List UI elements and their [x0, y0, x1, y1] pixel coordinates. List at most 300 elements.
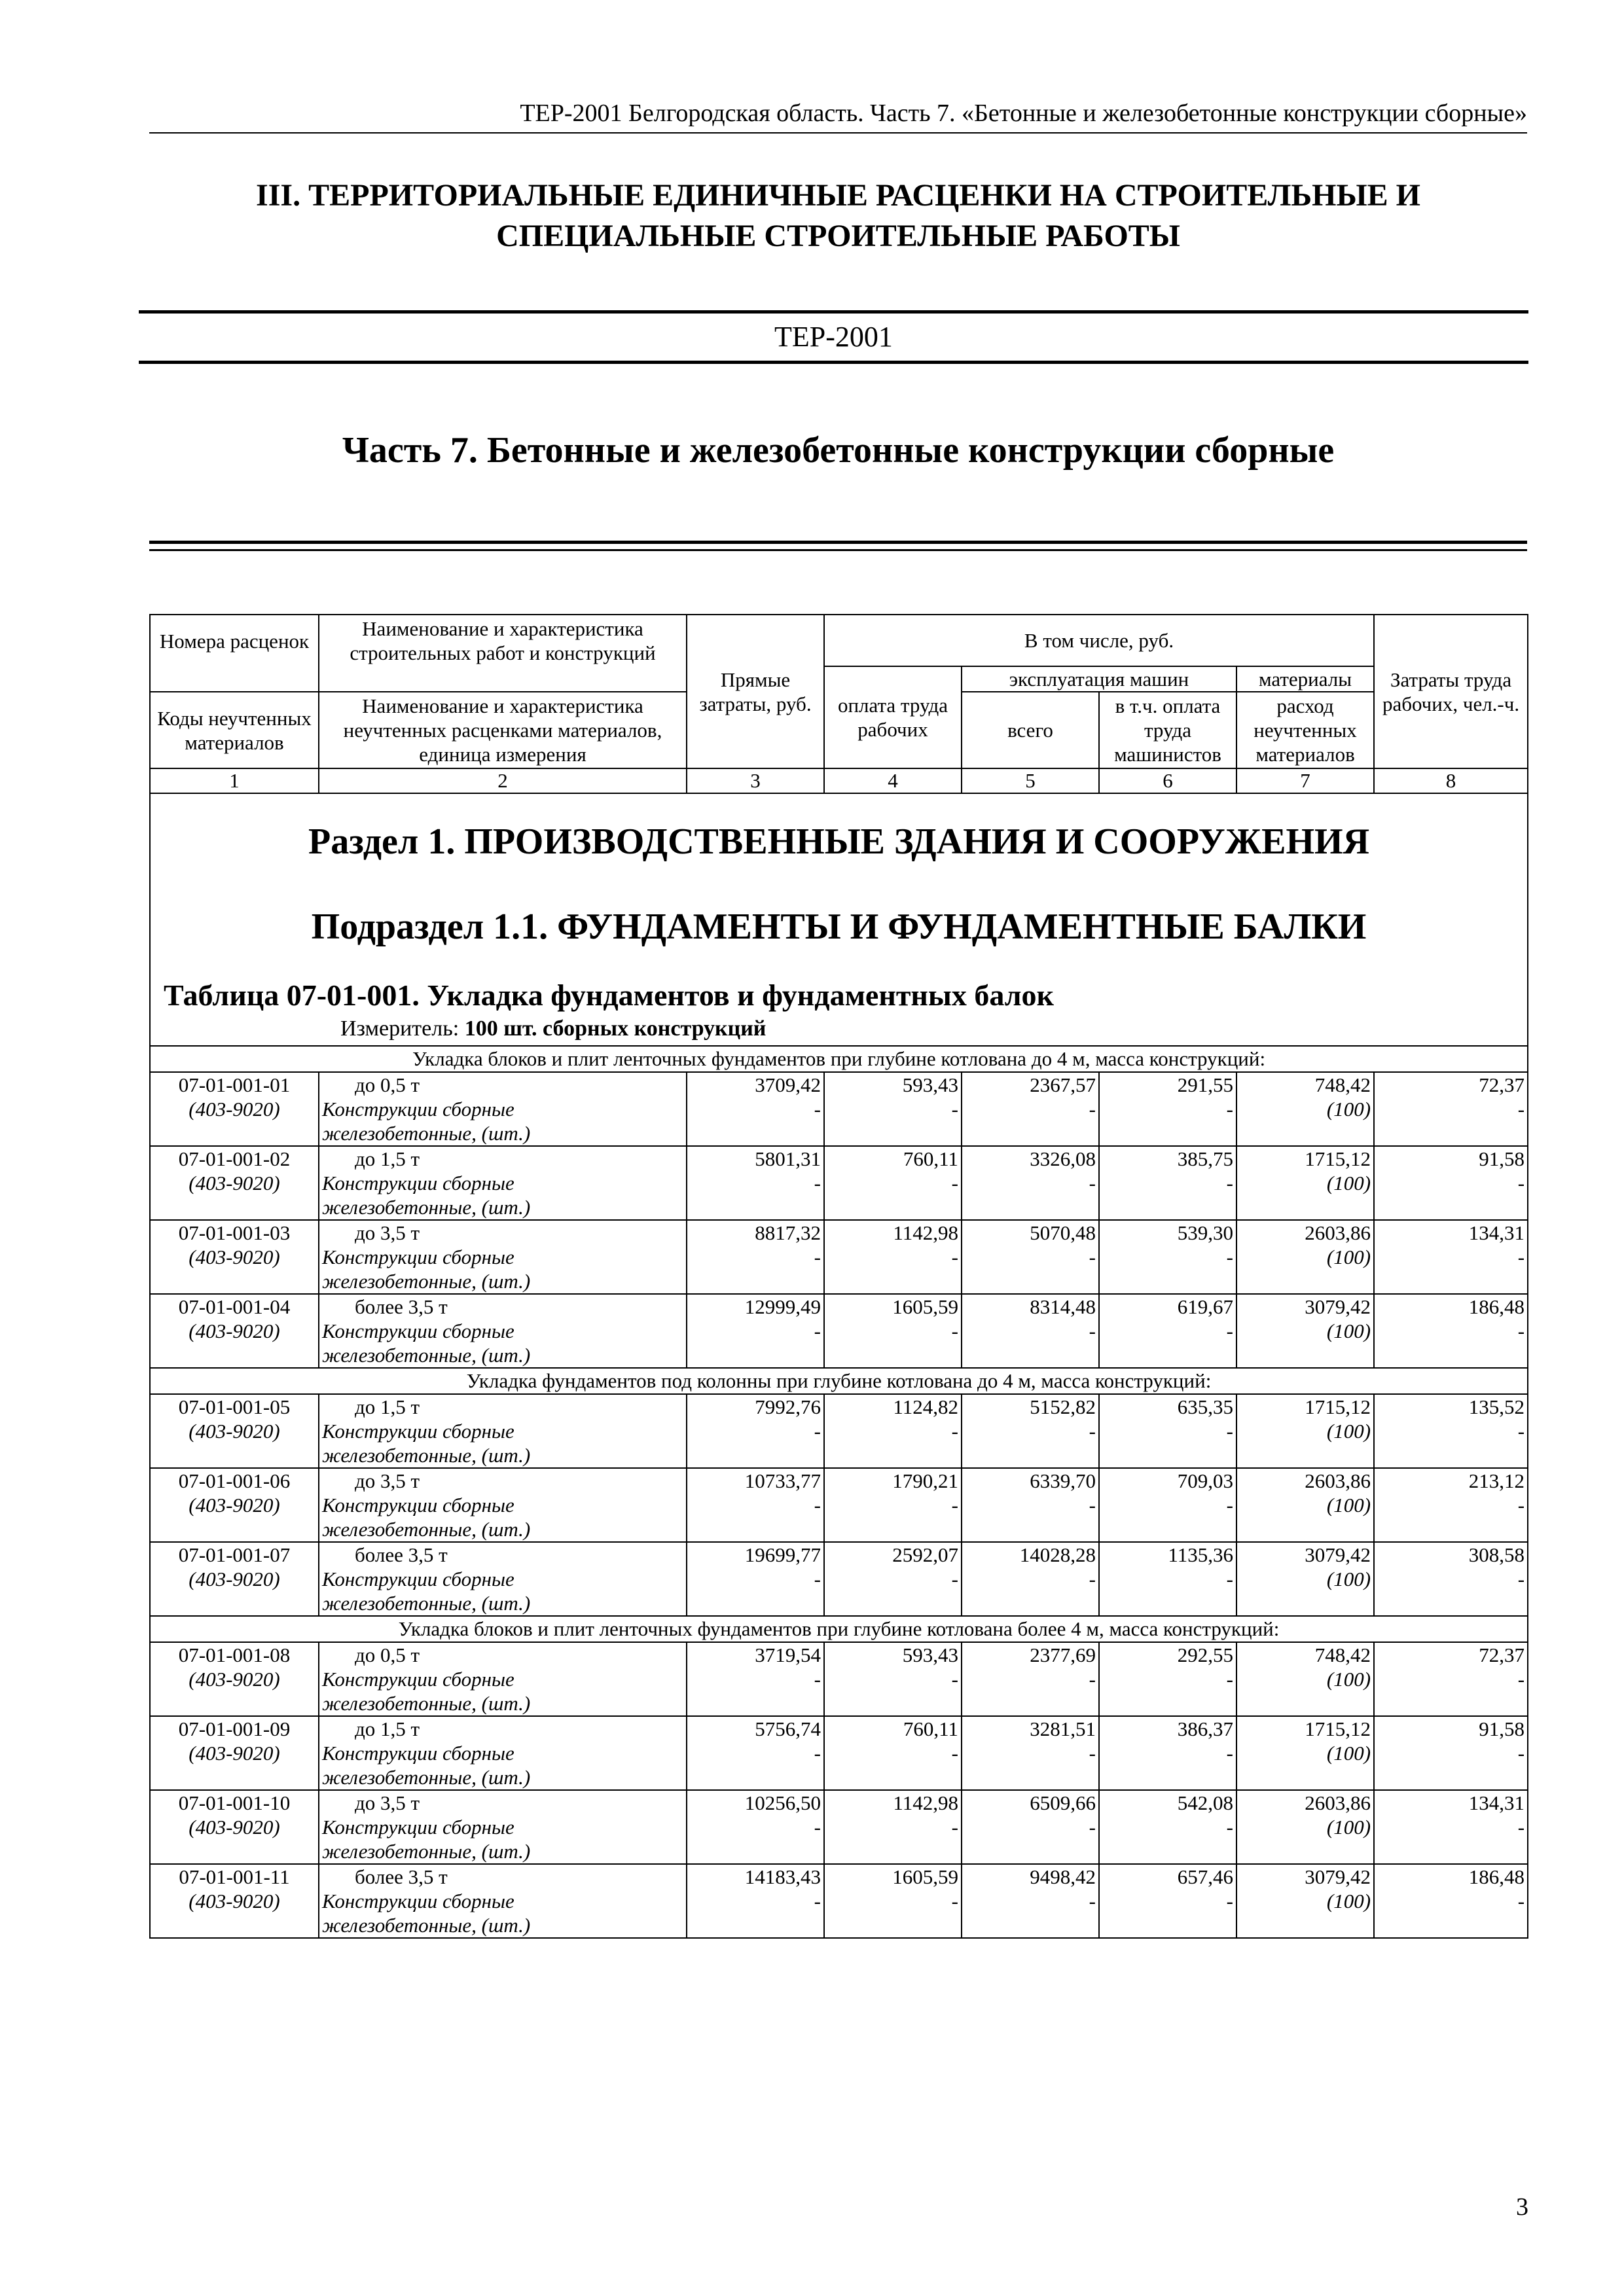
machines-total: 6509,66 [1030, 1791, 1096, 1814]
material-quantity: (100) [1326, 1668, 1371, 1691]
material-code: (403-9020) [189, 1494, 280, 1516]
double-rule-divider [149, 541, 1527, 551]
machinist-pay: 539,30 [1177, 1221, 1233, 1244]
worker-pay-cell [824, 1146, 962, 1220]
direct-cost: 5801,31 [755, 1147, 821, 1170]
machinist-pay: 291,55 [1177, 1073, 1233, 1096]
machines-total-cell [962, 1394, 1099, 1468]
header-including: В том числе, руб. [824, 615, 1374, 666]
dash: - [1517, 1494, 1525, 1516]
rate-code: 07-01-001-02 [178, 1147, 291, 1170]
dash: - [814, 1890, 821, 1912]
machines-total: 5070,48 [1030, 1221, 1096, 1244]
material-quantity: (100) [1326, 1098, 1371, 1121]
machinist-pay: 657,46 [1177, 1865, 1233, 1888]
machinist-pay-cell [1099, 1864, 1236, 1938]
labor-hours: 134,31 [1468, 1791, 1525, 1814]
work-name-cell [319, 1468, 687, 1542]
col-number: 5 [962, 768, 1099, 793]
machines-total: 2377,69 [1030, 1643, 1096, 1666]
group-header-row [150, 1368, 1528, 1394]
direct-cost-cell [687, 1716, 824, 1790]
dash: - [1089, 1494, 1096, 1516]
rate-code-cell [150, 1642, 319, 1716]
material-name-line1: Конструкции сборные [322, 1494, 514, 1516]
dash: - [1089, 1668, 1096, 1691]
direct-cost-cell [687, 1790, 824, 1864]
work-name-cell [319, 1542, 687, 1616]
machines-total: 6339,70 [1030, 1469, 1096, 1492]
dash: - [814, 1420, 821, 1443]
materials-cost-cell [1236, 1468, 1374, 1542]
labor-hours: 308,58 [1468, 1543, 1525, 1566]
material-name-line2: железобетонные, (шт.) [322, 1592, 531, 1615]
rate-code-cell [150, 1716, 319, 1790]
material-name-line1: Конструкции сборные [322, 1568, 514, 1590]
direct-cost: 19699,77 [744, 1543, 821, 1566]
material-quantity: (100) [1326, 1172, 1371, 1194]
dash: - [1089, 1246, 1096, 1268]
labor-hours-cell [1374, 1146, 1528, 1220]
dash: - [951, 1246, 958, 1268]
material-name-line2: железобетонные, (шт.) [322, 1196, 531, 1219]
dash: - [951, 1420, 958, 1443]
material-name-line1: Конструкции сборные [322, 1246, 514, 1268]
work-name-cell [319, 1394, 687, 1468]
dash: - [1089, 1890, 1096, 1912]
machines-total: 3281,51 [1030, 1717, 1096, 1740]
dash: - [1226, 1098, 1233, 1121]
material-name-line2: железобетонные, (шт.) [322, 1914, 531, 1937]
header-machine-operation: эксплуатация машин [962, 666, 1236, 692]
col-number: 3 [687, 768, 824, 793]
dash: - [814, 1172, 821, 1194]
rate-code-cell [150, 1790, 319, 1864]
part-title: Часть 7. Бетонные и железобетонные конструкции сборные [342, 430, 1335, 471]
dash: - [951, 1742, 958, 1765]
worker-pay: 1142,98 [893, 1791, 958, 1814]
machines-total-cell [962, 1220, 1099, 1294]
materials-cost-cell [1236, 1294, 1374, 1368]
labor-hours-cell [1374, 1294, 1528, 1368]
machines-total: 14028,28 [1019, 1543, 1096, 1566]
material-name-line2: железобетонные, (шт.) [322, 1518, 531, 1541]
table-row [150, 1394, 1528, 1468]
machines-total-cell [962, 1468, 1099, 1542]
materials-cost-cell [1236, 1072, 1374, 1146]
material-name-line2: железобетонные, (шт.) [322, 1122, 531, 1145]
dash: - [814, 1246, 821, 1268]
machinist-pay: 709,03 [1177, 1469, 1233, 1492]
worker-pay: 1124,82 [893, 1395, 958, 1418]
dash: - [951, 1172, 958, 1194]
work-name-cell [319, 1220, 687, 1294]
table-row [150, 1072, 1528, 1146]
header-machinist-pay: в т.ч. оплата труда машинистов [1099, 692, 1236, 768]
header-materials: материалы [1236, 666, 1374, 692]
work-name-cell [319, 1642, 687, 1716]
machines-total: 9498,42 [1030, 1865, 1096, 1888]
table-row [150, 1146, 1528, 1220]
dash: - [1226, 1494, 1233, 1516]
material-code: (403-9020) [189, 1816, 280, 1839]
labor-hours-cell [1374, 1542, 1528, 1616]
worker-pay: 1790,21 [892, 1469, 958, 1492]
dash: - [1517, 1172, 1525, 1194]
rate-code: 07-01-001-01 [178, 1073, 291, 1096]
measure-label: Измеритель: [340, 1016, 460, 1041]
table-row [150, 1294, 1528, 1368]
header-rate-numbers: Номера расценок [150, 615, 319, 666]
dash: - [1226, 1890, 1233, 1912]
labor-hours: 186,48 [1468, 1865, 1525, 1888]
dash: - [1517, 1098, 1525, 1121]
machines-total: 8314,48 [1030, 1295, 1096, 1318]
work-name: до 1,5 т [355, 1717, 420, 1740]
header-work-name: Наименование и характеристика строительных работ и конструкций [319, 615, 687, 666]
worker-pay-cell [824, 1468, 962, 1542]
material-quantity: (100) [1326, 1742, 1371, 1765]
materials-cost: 2603,86 [1305, 1791, 1371, 1814]
work-name: до 1,5 т [355, 1147, 420, 1170]
header-rate-numbers-cont [150, 666, 319, 692]
col-number: 7 [1236, 768, 1374, 793]
document-section-title [149, 175, 1527, 257]
materials-cost: 2603,86 [1305, 1469, 1371, 1492]
section-title-line1: III. ТЕРРИТОРИАЛЬНЫЕ ЕДИНИЧНЫЕ РАСЦЕНКИ НА СТРОИТЕЛЬНЫЕ И [256, 178, 1420, 213]
dash: - [1089, 1420, 1096, 1443]
rate-code: 07-01-001-10 [178, 1791, 291, 1814]
group-title: Укладка фундаментов под колонны при глубине котлована до 4 м, масса конструкций: [150, 1368, 1528, 1394]
work-name: более 3,5 т [355, 1295, 448, 1318]
dash: - [814, 1668, 821, 1691]
labor-hours-cell [1374, 1716, 1528, 1790]
worker-pay-cell [824, 1642, 962, 1716]
material-quantity: (100) [1326, 1319, 1371, 1342]
dash: - [1226, 1319, 1233, 1342]
header-material-consumption: расход неучтенных материалов [1236, 692, 1374, 768]
dash: - [1226, 1668, 1233, 1691]
work-name: до 0,5 т [355, 1073, 420, 1096]
worker-pay-cell [824, 1394, 962, 1468]
section-heading: Раздел 1. ПРОИЗВОДСТВЕННЫЕ ЗДАНИЯ И СООРУЖЕНИЯ [308, 821, 1370, 862]
machinist-pay-cell [1099, 1394, 1236, 1468]
worker-pay: 593,43 [902, 1073, 958, 1096]
material-code: (403-9020) [189, 1172, 280, 1194]
rate-code: 07-01-001-04 [178, 1295, 291, 1318]
machinist-pay-cell [1099, 1220, 1236, 1294]
machines-total-cell [962, 1072, 1099, 1146]
work-name-cell [319, 1864, 687, 1938]
worker-pay-cell [824, 1294, 962, 1368]
col-number: 4 [824, 768, 962, 793]
worker-pay: 2592,07 [892, 1543, 958, 1566]
direct-cost: 3709,42 [755, 1073, 821, 1096]
rate-code-cell [150, 1146, 319, 1220]
work-name: до 3,5 т [355, 1221, 420, 1244]
dash: - [951, 1568, 958, 1590]
machinist-pay-cell [1099, 1072, 1236, 1146]
dash: - [1517, 1246, 1525, 1268]
machinist-pay: 385,75 [1177, 1147, 1233, 1170]
material-name-line1: Конструкции сборные [322, 1816, 514, 1839]
rate-code: 07-01-001-09 [178, 1717, 291, 1740]
section-title-line2: СПЕЦИАЛЬНЫЕ СТРОИТЕЛЬНЫЕ РАБОТЫ [496, 219, 1180, 253]
labor-hours-cell [1374, 1790, 1528, 1864]
dash: - [1089, 1172, 1096, 1194]
dash: - [814, 1742, 821, 1765]
direct-cost-cell [687, 1642, 824, 1716]
rate-code-cell [150, 1394, 319, 1468]
material-quantity: (100) [1326, 1568, 1371, 1590]
page-number: 3 [1516, 2193, 1528, 2221]
direct-cost: 10256,50 [744, 1791, 821, 1814]
dash: - [1517, 1890, 1525, 1912]
machinist-pay: 1135,36 [1168, 1543, 1233, 1566]
material-name-line1: Конструкции сборные [322, 1098, 514, 1121]
ter-band: ТЕР-2001 [139, 310, 1528, 364]
table-row [150, 1790, 1528, 1864]
rate-code: 07-01-001-11 [179, 1865, 290, 1888]
labor-hours-cell [1374, 1072, 1528, 1146]
table-row [150, 1716, 1528, 1790]
direct-cost-cell [687, 1394, 824, 1468]
dash: - [1226, 1742, 1233, 1765]
material-name-line2: железобетонные, (шт.) [322, 1344, 531, 1367]
materials-cost: 3079,42 [1305, 1543, 1371, 1566]
rate-code-cell [150, 1294, 319, 1368]
group-title: Укладка блоков и плит ленточных фундаментов при глубине котлована более 4 м, масса конструкций: [150, 1616, 1528, 1642]
labor-hours: 134,31 [1468, 1221, 1525, 1244]
dash: - [1089, 1568, 1096, 1590]
dash: - [1517, 1319, 1525, 1342]
section-heading-cell [150, 793, 1528, 1046]
rate-code-cell [150, 1072, 319, 1146]
header-machines-total: всего [962, 692, 1099, 768]
materials-cost-cell [1236, 1716, 1374, 1790]
worker-pay-cell [824, 1716, 962, 1790]
machines-total: 5152,82 [1030, 1395, 1096, 1418]
machines-total-cell [962, 1146, 1099, 1220]
rate-code-cell [150, 1468, 319, 1542]
machines-total-cell [962, 1542, 1099, 1616]
materials-cost: 1715,12 [1305, 1395, 1371, 1418]
dash: - [1517, 1816, 1525, 1839]
direct-cost-cell [687, 1542, 824, 1616]
material-name-line1: Конструкции сборные [322, 1742, 514, 1765]
direct-cost: 7992,76 [755, 1395, 821, 1418]
group-header-row [150, 1616, 1528, 1642]
direct-cost-cell [687, 1146, 824, 1220]
rate-code-cell [150, 1220, 319, 1294]
material-name-line2: железобетонные, (шт.) [322, 1766, 531, 1789]
labor-hours-cell [1374, 1642, 1528, 1716]
machinist-pay-cell [1099, 1790, 1236, 1864]
material-name-line2: железобетонные, (шт.) [322, 1692, 531, 1715]
material-code: (403-9020) [189, 1319, 280, 1342]
rate-code: 07-01-001-08 [178, 1643, 291, 1666]
machines-total-cell [962, 1716, 1099, 1790]
material-name-line1: Конструкции сборные [322, 1668, 514, 1691]
worker-pay: 760,11 [903, 1717, 958, 1740]
material-code: (403-9020) [189, 1890, 280, 1912]
machines-total-cell [962, 1294, 1099, 1368]
dash: - [951, 1816, 958, 1839]
rate-code: 07-01-001-07 [178, 1543, 291, 1566]
dash: - [1517, 1568, 1525, 1590]
material-code: (403-9020) [189, 1742, 280, 1765]
direct-cost: 12999,49 [744, 1295, 821, 1318]
direct-cost: 14183,43 [744, 1865, 821, 1888]
labor-hours-cell [1374, 1394, 1528, 1468]
labor-hours-cell [1374, 1864, 1528, 1938]
work-name-cell [319, 1072, 687, 1146]
machinist-pay-cell [1099, 1468, 1236, 1542]
dash: - [951, 1098, 958, 1121]
table-row [150, 1468, 1528, 1542]
machines-total-cell [962, 1864, 1099, 1938]
direct-cost-cell [687, 1294, 824, 1368]
machinist-pay-cell [1099, 1642, 1236, 1716]
col-number: 1 [150, 768, 319, 793]
machines-total: 3326,08 [1030, 1147, 1096, 1170]
labor-hours-cell [1374, 1220, 1528, 1294]
materials-cost: 748,42 [1314, 1643, 1371, 1666]
labor-hours: 213,12 [1468, 1469, 1525, 1492]
worker-pay: 1605,59 [892, 1295, 958, 1318]
machines-total-cell [962, 1790, 1099, 1864]
table-row [150, 1220, 1528, 1294]
worker-pay: 1142,98 [893, 1221, 958, 1244]
labor-hours: 72,37 [1479, 1073, 1525, 1096]
materials-cost-cell [1236, 1146, 1374, 1220]
direct-cost-cell [687, 1864, 824, 1938]
table-row [150, 1642, 1528, 1716]
work-name: более 3,5 т [355, 1865, 448, 1888]
dash: - [814, 1816, 821, 1839]
work-name: более 3,5 т [355, 1543, 448, 1566]
materials-cost: 1715,12 [1305, 1147, 1371, 1170]
materials-cost-cell [1236, 1864, 1374, 1938]
subsection-heading: Подраздел 1.1. ФУНДАМЕНТЫ И ФУНДАМЕНТНЫЕ БАЛКИ [311, 906, 1367, 947]
dash: - [1517, 1420, 1525, 1443]
material-quantity: (100) [1326, 1246, 1371, 1268]
measure-value: 100 шт. сборных конструкций [464, 1016, 767, 1041]
header-worker-pay: оплата труда рабочих [824, 666, 962, 768]
worker-pay-cell [824, 1220, 962, 1294]
rate-code-cell [150, 1864, 319, 1938]
material-name-line2: железобетонные, (шт.) [322, 1444, 531, 1467]
dash: - [1089, 1319, 1096, 1342]
material-quantity: (100) [1326, 1816, 1371, 1839]
direct-cost: 10733,77 [744, 1469, 821, 1492]
work-name: до 1,5 т [355, 1395, 420, 1418]
material-name-line1: Конструкции сборные [322, 1890, 514, 1912]
machinist-pay: 635,35 [1177, 1395, 1233, 1418]
material-code: (403-9020) [189, 1420, 280, 1443]
dash: - [1226, 1246, 1233, 1268]
material-name-line2: железобетонные, (шт.) [322, 1270, 531, 1293]
material-name-line1: Конструкции сборные [322, 1420, 514, 1443]
table-title: Таблица 07-01-001. Укладка фундаментов и фундаментных балок [164, 978, 1055, 1012]
worker-pay-cell [824, 1864, 962, 1938]
work-name: до 3,5 т [355, 1791, 420, 1814]
measure-unit [164, 1015, 1514, 1043]
worker-pay-cell [824, 1072, 962, 1146]
materials-cost-cell [1236, 1790, 1374, 1864]
material-code: (403-9020) [189, 1568, 280, 1590]
header-material-names: Наименование и характеристика неучтенных расценками материалов, единица измерения [319, 692, 687, 768]
dash: - [951, 1319, 958, 1342]
labor-hours: 91,58 [1479, 1717, 1525, 1740]
dash: - [1226, 1816, 1233, 1839]
dash: - [951, 1494, 958, 1516]
work-name-cell [319, 1716, 687, 1790]
material-quantity: (100) [1326, 1420, 1371, 1443]
labor-hours: 91,58 [1479, 1147, 1525, 1170]
header-material-codes: Коды неучтенных материалов [150, 692, 319, 768]
table-row [150, 1542, 1528, 1616]
dash: - [1089, 1742, 1096, 1765]
machinist-pay-cell [1099, 1716, 1236, 1790]
machinist-pay: 386,37 [1177, 1717, 1233, 1740]
dash: - [814, 1319, 821, 1342]
dash: - [1226, 1420, 1233, 1443]
materials-cost: 3079,42 [1305, 1865, 1371, 1888]
rate-code: 07-01-001-06 [178, 1469, 291, 1492]
dash: - [1226, 1172, 1233, 1194]
dash: - [1517, 1668, 1525, 1691]
machines-total-cell [962, 1642, 1099, 1716]
worker-pay-cell [824, 1790, 962, 1864]
col-number: 6 [1099, 768, 1236, 793]
price-table [149, 614, 1528, 1939]
material-name-line1: Конструкции сборные [322, 1172, 514, 1194]
machines-total: 2367,57 [1030, 1073, 1096, 1096]
rate-code: 07-01-001-05 [178, 1395, 291, 1418]
labor-hours: 72,37 [1479, 1643, 1525, 1666]
work-name-cell [319, 1146, 687, 1220]
dash: - [1089, 1098, 1096, 1121]
worker-pay: 760,11 [903, 1147, 958, 1170]
dash: - [951, 1668, 958, 1691]
work-name: до 0,5 т [355, 1643, 420, 1666]
dash: - [1517, 1742, 1525, 1765]
machinist-pay-cell [1099, 1294, 1236, 1368]
dash: - [814, 1494, 821, 1516]
work-name: до 3,5 т [355, 1469, 420, 1492]
material-code: (403-9020) [189, 1668, 280, 1691]
material-code: (403-9020) [189, 1098, 280, 1121]
dash: - [814, 1568, 821, 1590]
group-header-row [150, 1046, 1528, 1072]
materials-cost-cell [1236, 1542, 1374, 1616]
materials-cost: 1715,12 [1305, 1717, 1371, 1740]
dash: - [951, 1890, 958, 1912]
worker-pay: 593,43 [902, 1643, 958, 1666]
machinist-pay: 542,08 [1177, 1791, 1233, 1814]
direct-cost-cell [687, 1220, 824, 1294]
materials-cost-cell [1236, 1642, 1374, 1716]
machinist-pay: 292,55 [1177, 1643, 1233, 1666]
labor-hours: 135,52 [1468, 1395, 1525, 1418]
machinist-pay-cell [1099, 1542, 1236, 1616]
material-code: (403-9020) [189, 1246, 280, 1268]
material-name-line2: железобетонные, (шт.) [322, 1840, 531, 1863]
worker-pay: 1605,59 [892, 1865, 958, 1888]
machinist-pay: 619,67 [1177, 1295, 1233, 1318]
work-name-cell [319, 1294, 687, 1368]
